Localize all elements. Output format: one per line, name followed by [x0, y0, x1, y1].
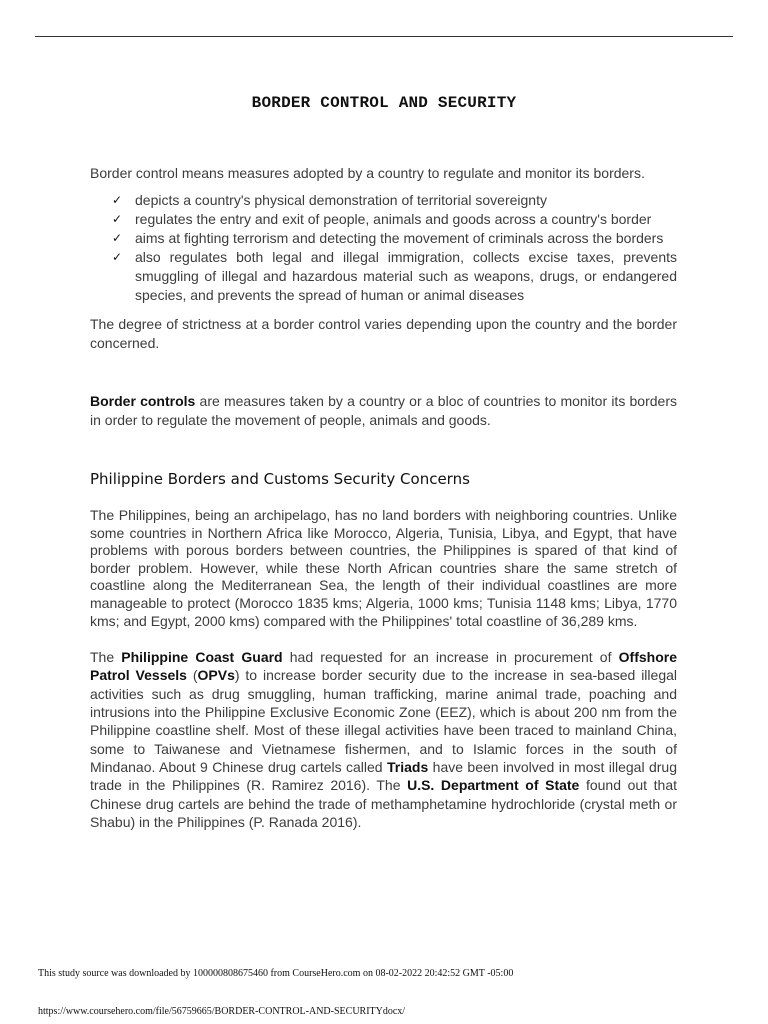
text-run: have been involved in most illegal drug trade in the Philippines (R. Ramirez 2016). The	[90, 758, 677, 794]
section-heading: Philippine Borders and Customs Security Concerns	[90, 470, 470, 488]
document-title: BORDER CONTROL AND SECURITY	[251, 94, 517, 112]
opvs-abbr: OPVs	[197, 667, 235, 684]
list-item-text: also regulates both legal and illegal immigration, collects excise taxes, prevents smuggling of illegal and hazardous material such as weapons, drugs, or endangered species, and prevents the spread of human or animal diseases	[135, 249, 677, 303]
border-controls-paragraph	[90, 392, 677, 430]
us-state-dept-term: U.S. Department of State	[407, 777, 580, 794]
list-item	[112, 229, 677, 248]
degree-paragraph: The degree of strictness at a border control varies depending upon the country and the border concerned.	[90, 316, 677, 351]
checklist	[90, 191, 677, 305]
border-controls-term: Border controls	[90, 393, 196, 409]
list-item-text: depicts a country's physical demonstration of territorial sovereignty	[135, 192, 547, 208]
source-url: https://www.coursehero.com/file/56759665/BORDER-CONTROL-AND-SECURITYdocx/	[38, 1006, 406, 1017]
opv-term: Offshore Patrol Vessels	[90, 649, 677, 684]
list-item-text: regulates the entry and exit of people, animals and goods across a country's border	[135, 211, 652, 227]
list-item	[112, 191, 677, 210]
check-icon: ✓	[112, 231, 123, 245]
text-run: had requested for an increase in procurement of	[282, 649, 619, 666]
triads-term: Triads	[387, 758, 429, 775]
coast-guard-paragraph	[90, 648, 677, 831]
intro-paragraph: Border control means measures adopted by a country to regulate and monitor its borders.	[90, 165, 645, 181]
text-run: found out that Chinese drug cartels are behind the trade of methamphetamine hydrochloride (crystal meth or Shabu) in the Philippines (P. Ranada 2016).	[90, 777, 677, 830]
check-icon: ✓	[112, 193, 123, 207]
list-item-text: aims at fighting terrorism and detecting the movement of criminals across the borders	[135, 230, 664, 246]
list-item	[112, 210, 677, 229]
border-controls-definition: are measures taken by a country or a bloc of countries to monitor its borders in order to regulate the movement of people, animals and goods.	[90, 393, 677, 428]
check-icon: ✓	[112, 212, 123, 226]
header-rule	[35, 36, 733, 37]
philippines-paragraph: The Philippines, being an archipelago, has no land borders with neighboring countries. Unlike some countries in Northern Africa like Morocco, Algeria, Tunisia, Libya, and Egypt, that have problems with porous borders between countries, the Philippines is spared of that kind of border problem. However, while these North African countries share the same stretch of coastline along the Mediterranean Sea, the length of their individual coastlines are more manageable to protect (Morocco 1835 kms; Algeria, 1000 kms; Tunisia 1148 kms; Libya, 1770 kms; and Egypt, 2000 kms) compared with the Philippines' total coastline of 36,289 kms.	[90, 507, 677, 629]
text-run: ) to increase border security due to the increase in sea-based illegal activities such as drug smuggling, human trafficking, marine animal trade, poaching and intrusions into the Philippine Exclusive Economic Zone (EEZ), which is about 200 nm from the Philippine coastline shelf. Most of these illegal activities have been traced to mainland China, some to Taiwanese and Vietnamese fishermen, and to Islamic forces in the south of Mindanao. About 9 Chinese drug cartels called	[90, 667, 677, 775]
document-body	[90, 164, 677, 831]
download-notice: This study source was downloaded by 100000808675460 from CourseHero.com on 08-02-2022 20:42:52 GMT -05:00	[38, 968, 514, 979]
list-item	[112, 248, 677, 305]
check-icon: ✓	[112, 250, 123, 264]
text-run: (	[186, 667, 198, 684]
text-run: The	[90, 649, 122, 666]
coast-guard-term: Philippine Coast Guard	[121, 649, 283, 666]
